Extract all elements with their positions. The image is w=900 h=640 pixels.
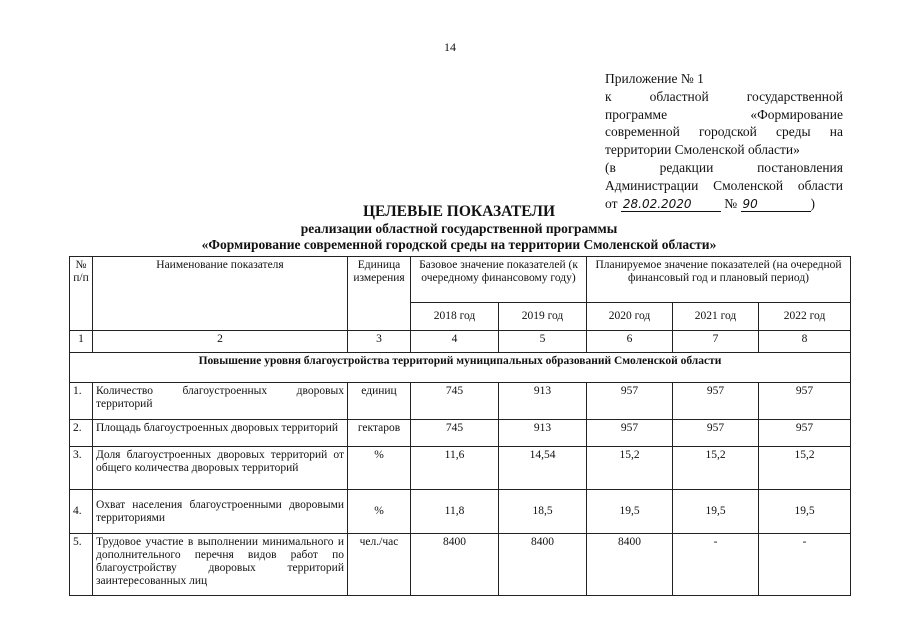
header-year: 2021 год bbox=[673, 303, 759, 331]
header-unit: Единица измерения bbox=[348, 257, 411, 331]
appendix-line: программе «Формирование bbox=[605, 106, 843, 122]
row-num: 2. bbox=[70, 420, 93, 447]
row-value: 8400 bbox=[587, 534, 673, 596]
title-line2: реализации областной государственной программы bbox=[300, 221, 618, 236]
section-title: Повышение уровня благоустройства территорий муниципальных образований Смоленской области bbox=[70, 353, 851, 383]
row-name: Трудовое участие в выполнении минимального и дополнительного перечня видов работ по благоустройству дворовых территорий заинтересованных лиц bbox=[93, 534, 348, 596]
row-value: 913 bbox=[499, 420, 587, 447]
col-number: 1 bbox=[70, 331, 93, 353]
header-row bbox=[70, 257, 851, 303]
closing-paren: ) bbox=[810, 195, 815, 211]
appendix-line: современной городской среды на bbox=[605, 124, 843, 140]
row-num: 5. bbox=[70, 534, 93, 596]
row-value: - bbox=[759, 534, 851, 596]
row-value: 15,2 bbox=[587, 447, 673, 490]
appendix-line: Администрации Смоленской области bbox=[605, 177, 843, 193]
row-value: 11,6 bbox=[411, 447, 499, 490]
row-value: 14,54 bbox=[499, 447, 587, 490]
appendix-line: Приложение № 1 bbox=[605, 71, 704, 86]
row-unit: единиц bbox=[348, 383, 411, 420]
table-row bbox=[70, 490, 851, 534]
header-year: 2018 год bbox=[411, 303, 499, 331]
col-number: 3 bbox=[348, 331, 411, 353]
row-value: 8400 bbox=[411, 534, 499, 596]
table-row bbox=[70, 420, 851, 447]
row-value: - bbox=[673, 534, 759, 596]
col-number: 7 bbox=[673, 331, 759, 353]
section-row bbox=[70, 353, 851, 383]
row-value: 19,5 bbox=[759, 490, 851, 534]
header-year: 2022 год bbox=[759, 303, 851, 331]
header-year: 2020 год bbox=[587, 303, 673, 331]
number-handwritten: 90 bbox=[741, 198, 811, 212]
row-unit: гектаров bbox=[348, 420, 411, 447]
row-value: 18,5 bbox=[499, 490, 587, 534]
row-num: 3. bbox=[70, 447, 93, 490]
row-value: 19,5 bbox=[673, 490, 759, 534]
column-numbers-row bbox=[70, 331, 851, 353]
page-number: 14 bbox=[444, 40, 456, 54]
row-value: 745 bbox=[411, 383, 499, 420]
row-unit: чел./час bbox=[348, 534, 411, 596]
col-number: 2 bbox=[93, 331, 348, 353]
header-year: 2019 год bbox=[499, 303, 587, 331]
date-prefix: от bbox=[605, 195, 618, 211]
row-name: Охват населения благоустроенными дворовыми территориями bbox=[93, 490, 348, 534]
row-value: 957 bbox=[587, 420, 673, 447]
row-name: Площадь благоустроенных дворовых территорий bbox=[93, 420, 348, 447]
indicators-table bbox=[69, 256, 851, 596]
col-number: 5 bbox=[499, 331, 587, 353]
number-label: № bbox=[724, 195, 738, 211]
header-num: № п/п bbox=[70, 257, 93, 331]
table-row bbox=[70, 383, 851, 420]
row-unit: % bbox=[348, 447, 411, 490]
row-value: 745 bbox=[411, 420, 499, 447]
row-unit: % bbox=[348, 490, 411, 534]
row-value: 19,5 bbox=[587, 490, 673, 534]
row-value: 11,8 bbox=[411, 490, 499, 534]
table-row bbox=[70, 447, 851, 490]
row-name: Доля благоустроенных дворовых территорий от общего количества дворовых территорий bbox=[93, 447, 348, 490]
appendix-block bbox=[605, 70, 843, 212]
col-number: 4 bbox=[411, 331, 499, 353]
col-number: 8 bbox=[759, 331, 851, 353]
row-num: 1. bbox=[70, 383, 93, 420]
row-name: Количество благоустроенных дворовых территорий bbox=[93, 383, 348, 420]
row-num: 4. bbox=[70, 490, 93, 534]
row-value: 957 bbox=[759, 420, 851, 447]
row-value: 8400 bbox=[499, 534, 587, 596]
title-main: ЦЕЛЕВЫЕ ПОКАЗАТЕЛИ bbox=[362, 203, 556, 220]
document-title bbox=[0, 203, 900, 253]
date-handwritten: 28.02.2020 bbox=[621, 198, 721, 212]
row-value: 957 bbox=[673, 383, 759, 420]
header-base: Базовое значение показателей (к очередному финансовому году) bbox=[411, 257, 587, 303]
row-value: 957 bbox=[587, 383, 673, 420]
row-value: 957 bbox=[759, 383, 851, 420]
appendix-line: к областной государственной bbox=[605, 88, 843, 104]
row-value: 913 bbox=[499, 383, 587, 420]
header-planned: Планируемое значение показателей (на очередной финансовый год и плановый период) bbox=[587, 257, 851, 303]
header-name: Наименование показателя bbox=[93, 257, 348, 331]
row-value: 957 bbox=[673, 420, 759, 447]
appendix-line: территории Смоленской области» bbox=[605, 142, 800, 158]
title-line3: «Формирование современной городской среды на территории Смоленской области» bbox=[201, 237, 717, 252]
row-value: 15,2 bbox=[759, 447, 851, 490]
appendix-line: (в редакции постановления bbox=[605, 159, 843, 175]
table-row bbox=[70, 534, 851, 596]
col-number: 6 bbox=[587, 331, 673, 353]
row-value: 15,2 bbox=[673, 447, 759, 490]
